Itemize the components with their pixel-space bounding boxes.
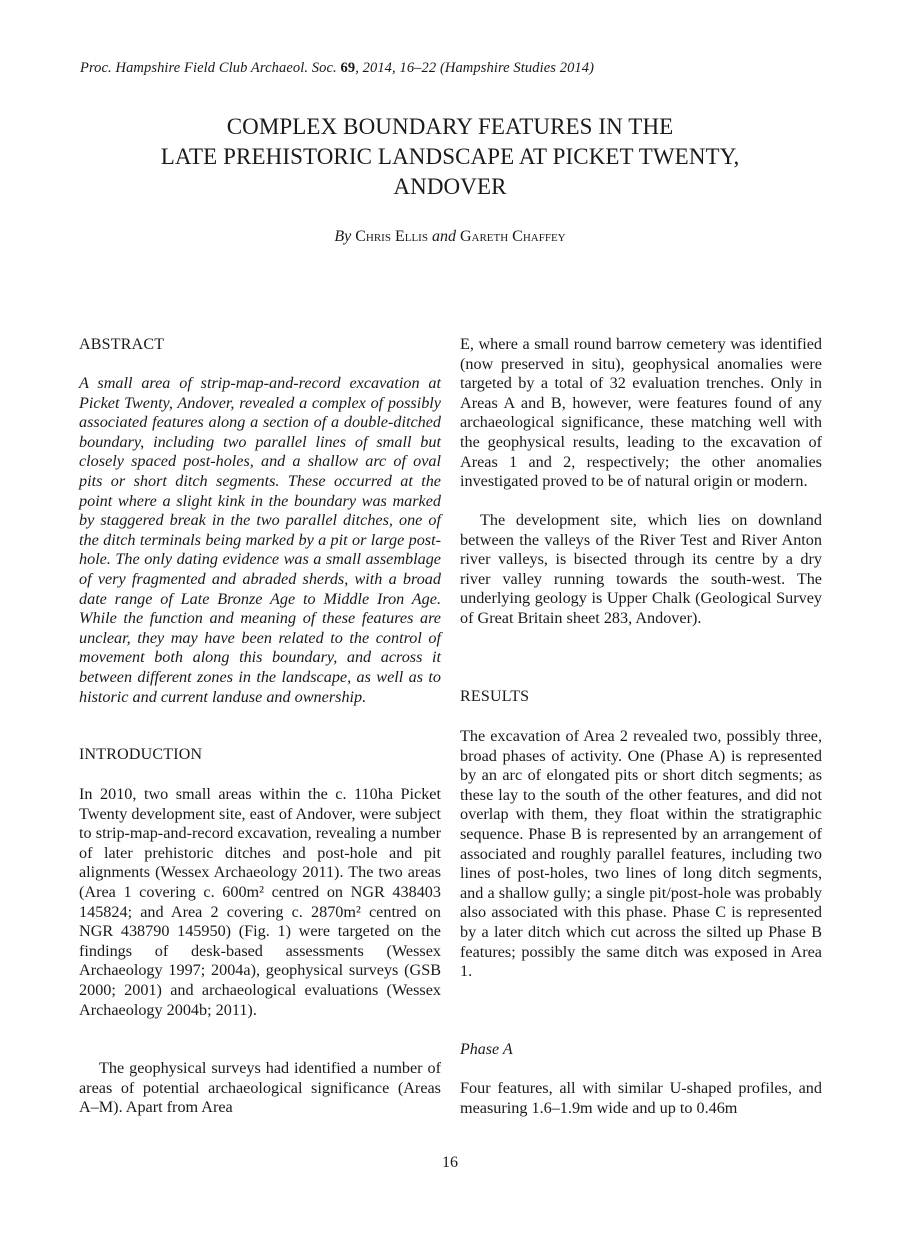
article-title	[100, 112, 800, 202]
byline	[100, 228, 800, 246]
author-2: Gareth Chaffey	[459, 228, 566, 245]
volume-number: 69	[340, 60, 356, 76]
author-1: Chris Ellis	[355, 228, 428, 245]
introduction-paragraph-2-continued: E, where a small round barrow cemetery was identified (now preserved in situ), geophysical anomalies were targeted by a total of 32 evaluation trenches. Only in Areas A and B, however, were features found of any archaeological significance, these matching well with the geophysical results, leading to the excavation of Areas 1 and 2, respectively; the other anomalies investigated proved to be of natural origin or modern.	[460, 335, 822, 491]
results-heading: RESULTS	[460, 688, 530, 705]
page-number: 16	[442, 1154, 458, 1171]
results-paragraph-2: Four features, all with similar U-shaped profiles, and measuring 1.6–1.9m wide and up to 0.46m	[460, 1079, 822, 1117]
running-header	[80, 60, 840, 77]
abstract-text: A small area of strip-map-and-record excavation at Picket Twenty, Andover, revealed a complex of possibly associated features along a section of a double-ditched boundary, including two parallel lines of small but closely spaced post-holes, and a shallow arc of oval pits or short ditch segments. These occurred at the point where a slight kink in the boundary was marked by staggered break in the two parallel ditches, one of the ditch terminals being marked by a pit or large post-hole. The only dating evidence was a small assemblage of very fragmented and abraded sherds, with a broad date range of Late Bronze Age to Middle Iron Age. While the function and meaning of these features are unclear, they may have been related to the control of movement both along this boundary, and across it between different zones in the landscape, as well as to historic and current landuse and ownership.	[79, 374, 441, 706]
journal-suffix: , 2014, 16–22 (Hampshire Studies 2014)	[355, 60, 595, 76]
title-line-2: LATE PREHISTORIC LANDSCAPE AT PICKET TWENTY,	[160, 144, 740, 169]
title-line-1: COMPLEX BOUNDARY FEATURES IN THE	[226, 114, 674, 139]
abstract-heading: ABSTRACT	[79, 336, 165, 353]
journal-prefix: Proc. Hampshire Field Club Archaeol. Soc.	[80, 60, 337, 76]
introduction-heading: INTRODUCTION	[79, 746, 203, 763]
byline-by: By	[334, 228, 352, 245]
title-line-3: ANDOVER	[393, 174, 507, 199]
results-paragraph-1: The excavation of Area 2 revealed two, possibly three, broad phases of activity. One (Phase A) is represented by an arc of elongated pits or short ditch segments; as these lay to the south of the other features, and did not overlap with them, they float within the stratigraphic sequence. Phase B is represented by an arrangement of associated and roughly parallel features, including two lines of post-holes, two lines of long ditch segments, and a shallow gully; a single pit/post-hole was probably also associated with this phase. Phase C is represented by a later ditch which cut across the silted up Phase B features; possibly the same ditch was exposed in Area 1.	[460, 727, 822, 981]
introduction-paragraph-3: The development site, which lies on downland between the valleys of the River Test and River Anton river valleys, is bisected through its centre by a dry river valley running towards the south-west. The underlying geology is Upper Chalk (Geological Survey of Great Britain sheet 283, Andover).	[460, 511, 822, 627]
introduction-paragraph-1: In 2010, two small areas within the c. 110ha Picket Twenty development site, east of Andover, were subject to strip-map-and-record excavation, revealing a number of later prehistoric ditches and post-hole and pit alignments (Wessex Archaeology 2011). The two areas (Area 1 covering c. 600m² centred on NGR 438403 145824; and Area 2 covering c. 2870m² centred on NGR 438790 145950) (Fig. 1) were targeted on the findings of desk-based assessments (Wessex Archaeology 1997; 2004a), geophysical surveys (GSB 2000; 2001) and archaeological evaluations (Wessex Archaeology 2004b; 2011).	[79, 785, 441, 1019]
introduction-paragraph-2: The geophysical surveys had identified a number of areas of potential archaeological significance (Areas A–M). Apart from Area	[79, 1059, 441, 1117]
byline-and: and	[431, 228, 456, 245]
phase-a-subheading: Phase A	[460, 1041, 513, 1058]
